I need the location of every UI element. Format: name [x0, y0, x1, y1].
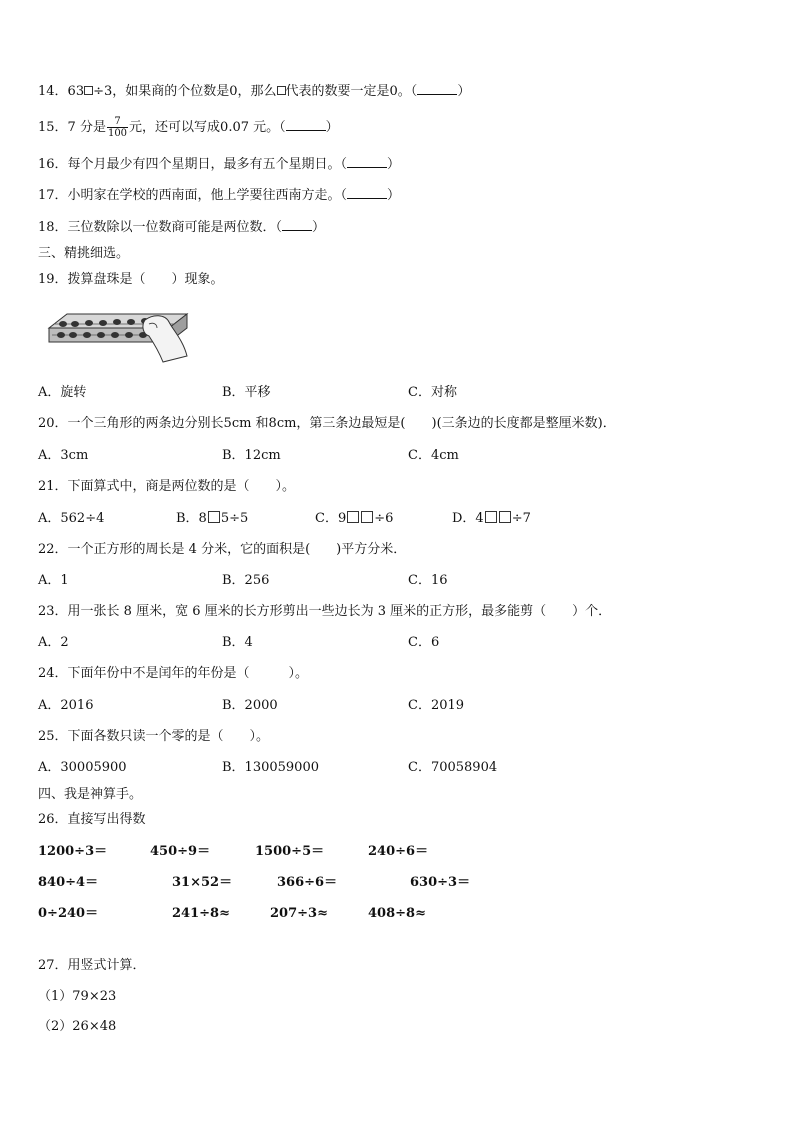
calc-item: 840÷4＝	[38, 875, 99, 890]
q16-close: ）	[387, 157, 401, 172]
q23-option-c[interactable]: C．6	[408, 635, 440, 650]
answer-blank[interactable]	[347, 186, 387, 199]
section-heading-3: 三、精挑细选。	[38, 246, 130, 261]
q23-option-b[interactable]: B．4	[222, 635, 253, 650]
question-25: 25．下面各数只读一个零的是（ ）。	[38, 729, 270, 744]
answer-blank[interactable]	[282, 218, 312, 231]
calc-item: 1200÷3＝	[38, 844, 108, 859]
fraction-denominator: 100	[107, 128, 128, 139]
question-14	[38, 82, 470, 101]
q20-option-c[interactable]: C．4cm	[408, 448, 459, 463]
q14-text-a: 14．63	[38, 84, 85, 99]
q27-part-2: （2）26×48	[38, 1019, 117, 1034]
q14-close: ）	[457, 84, 471, 99]
q15-close: ）	[325, 120, 339, 135]
answer-blank[interactable]	[417, 82, 457, 95]
calc-item: 450÷9＝	[150, 844, 211, 859]
calc-item: 31×52＝	[172, 875, 233, 890]
abacus-hand-icon	[45, 306, 190, 366]
digit-box-icon	[208, 511, 220, 523]
fraction-numerator: 7	[107, 116, 128, 128]
q20-option-b[interactable]: B．12cm	[222, 448, 281, 463]
digit-box-icon	[347, 511, 359, 523]
q22-option-c[interactable]: C．16	[408, 573, 448, 588]
q14-text-b: ÷3，如果商的个位数是0，那么	[93, 84, 277, 99]
calc-item: 408÷8≈	[368, 906, 426, 921]
q25-option-a[interactable]: A．30005900	[38, 760, 127, 775]
q24-option-b[interactable]: B．2000	[222, 698, 278, 713]
calc-item: 207÷3≈	[270, 906, 328, 921]
question-16	[38, 155, 400, 174]
q19-option-c[interactable]: C．对称	[408, 385, 457, 400]
q21-option-a[interactable]: A．562÷4	[38, 511, 105, 526]
question-22: 22．一个正方形的周长是 4 分米，它的面积是( )平方分米．	[38, 542, 407, 557]
calc-item: 1500÷5＝	[255, 844, 325, 859]
section-heading-4: 四、我是神算手。	[38, 787, 143, 802]
calc-item: 241÷8≈	[172, 906, 230, 921]
question-19: 19．拨算盘珠是（ ）现象。	[38, 272, 224, 287]
answer-blank[interactable]	[347, 155, 387, 168]
digit-box-icon	[485, 511, 497, 523]
q24-option-c[interactable]: C．2019	[408, 698, 465, 713]
question-27: 27．用竖式计算．	[38, 958, 146, 973]
calc-item: 0÷240＝	[38, 906, 99, 921]
question-20: 20．一个三角形的两条边分别长5cm 和8cm，第三条边最短是( )(三条边的长度都是整厘米数)．	[38, 416, 616, 431]
q24-option-a[interactable]: A．2016	[38, 698, 94, 713]
q14-text-c: 代表的数要一定是0。（	[285, 84, 418, 99]
fraction	[107, 116, 128, 139]
answer-blank[interactable]	[286, 118, 326, 131]
q21-b-pre: B．8	[176, 511, 207, 526]
q21-b-post: 5÷5	[220, 511, 249, 526]
q17-text: 17．小明家在学校的西南面，他上学要往西南方走。（	[38, 188, 348, 203]
q25-option-c[interactable]: C．70058904	[408, 760, 498, 775]
q20-option-a[interactable]: A．3cm	[38, 448, 89, 463]
digit-box-icon	[499, 511, 511, 523]
calc-item: 366÷6＝	[277, 875, 338, 890]
question-21: 21．下面算式中，商是两位数的是（ ）。	[38, 479, 296, 494]
question-17	[38, 186, 400, 205]
q21-c-post: ÷6	[374, 511, 394, 526]
q25-option-b[interactable]: B．130059000	[222, 760, 319, 775]
q17-close: ）	[387, 188, 401, 203]
q18-text: 18．三位数除以一位数商可能是两位数．（	[38, 220, 283, 235]
q22-option-b[interactable]: B．256	[222, 573, 270, 588]
q21-d-pre: D．4	[452, 511, 484, 526]
q16-text: 16．每个月最少有四个星期日，最多有五个星期日。（	[38, 157, 348, 172]
q19-option-b[interactable]: B．平移	[222, 385, 271, 400]
question-15	[38, 116, 339, 139]
q22-option-a[interactable]: A．1	[38, 573, 69, 588]
q27-part-1: （1）79×23	[38, 989, 117, 1004]
q21-c-pre: C．9	[315, 511, 347, 526]
calc-item: 630÷3＝	[410, 875, 471, 890]
q23-option-a[interactable]: A．2	[38, 635, 69, 650]
q21-option-b[interactable]	[176, 510, 248, 528]
box-placeholder-icon	[84, 86, 93, 95]
q19-option-a[interactable]: A．旋转	[38, 385, 87, 400]
question-18	[38, 218, 325, 237]
question-26: 26．直接写出得数	[38, 812, 146, 827]
calc-item: 240÷6＝	[368, 844, 429, 859]
q21-option-c[interactable]	[315, 510, 393, 528]
q21-option-d[interactable]	[452, 510, 531, 528]
q15-text-a: 15．7 分是	[38, 120, 106, 135]
q15-text-b: 元，还可以写成0.07 元。（	[129, 120, 286, 135]
question-24: 24．下面年份中不是闰年的年份是（ ）。	[38, 666, 309, 681]
box-placeholder-icon	[277, 86, 286, 95]
q18-close: ）	[312, 220, 326, 235]
q21-d-post: ÷7	[511, 511, 531, 526]
question-23: 23．用一张长 8 厘米，宽 6 厘米的长方形剪出一些边长为 3 厘米的正方形，最多能剪（ ）个．	[38, 604, 612, 619]
digit-box-icon	[361, 511, 373, 523]
